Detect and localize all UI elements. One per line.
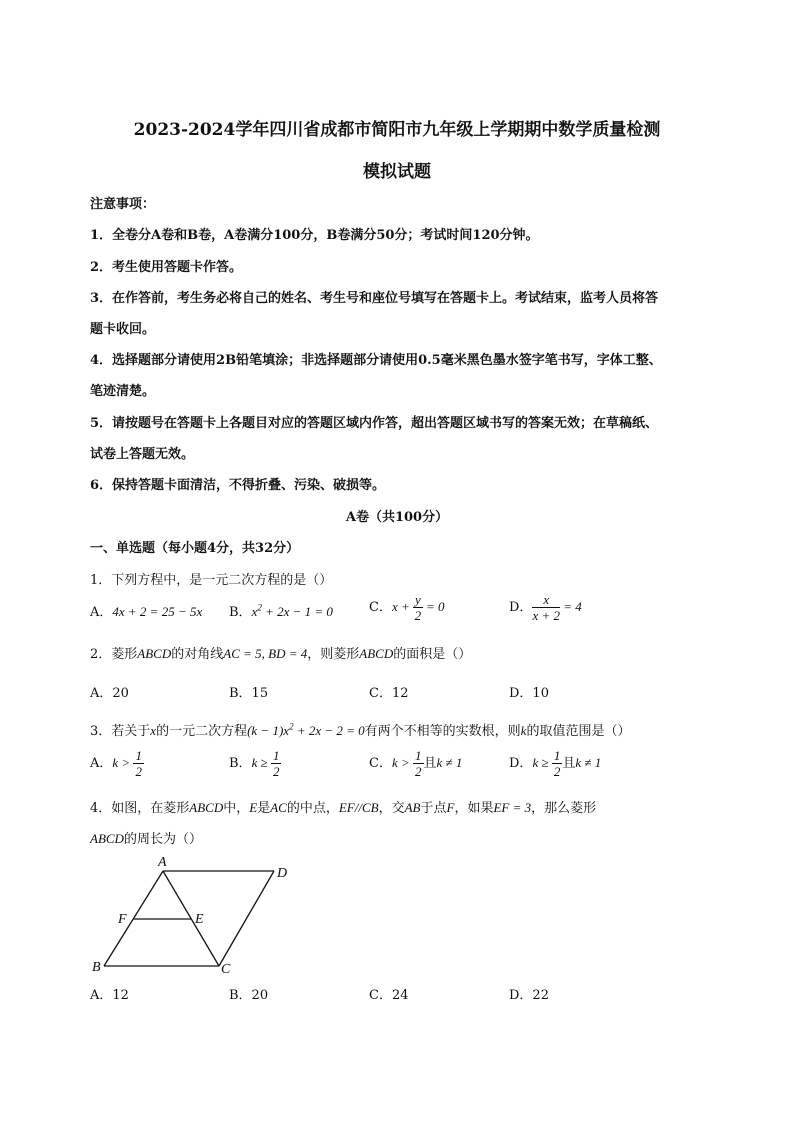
q2-option-a: A．20: [90, 686, 129, 701]
label-b: B: [92, 960, 101, 975]
notice-item: 1．全卷分A卷和B卷，A卷满分100分，B卷满分50分；考试时间120分钟。: [90, 228, 539, 243]
q1-option-a: A．4x + 2 = 25 − 5x: [90, 604, 203, 620]
edge-cd: [219, 871, 274, 966]
q4-option-d: D．22: [509, 988, 549, 1003]
q1-stem: 1．下列方程中，是一元二次方程的是（）: [90, 573, 333, 588]
section-a-heading: A卷（共100分）: [345, 510, 449, 525]
rhombus-figure: [88, 850, 308, 980]
notice-item: 笔迹清楚。: [90, 384, 156, 399]
document-title-line2: 模拟试题: [363, 162, 431, 182]
q1-option-b: B．$x^2 + 2x - 1 = 0$: [229, 602, 333, 620]
notice-item: 6．保持答题卡面清洁，不得折叠、污染、破损等。: [90, 478, 386, 493]
document-title-line1: 2023-2024学年四川省成都市简阳市九年级上学期期中数学质量检测: [133, 120, 661, 140]
notice-item: 4．选择题部分请使用2B铅笔填涂；非选择题部分请使用0.5毫米黑色墨水签字笔书写，字体工整、: [90, 353, 662, 368]
q3-option-d: D．k ≥ $\frac{1}{2}$ 且k ≠ 1: [509, 748, 602, 779]
q2-option-b: B．15: [229, 686, 269, 701]
q4-stem-line1: 4．如图，在菱形ABCD中，E是AC的中点，EF//CB，交AB于点F，如果EF = 3，那么菱形: [90, 800, 597, 816]
label-f: F: [118, 912, 127, 927]
q3-option-b: B．k ≥ $\frac{1}{2}$: [229, 748, 280, 779]
label-a: A: [158, 855, 167, 870]
q4-option-c: C．24: [369, 988, 409, 1003]
label-c: C: [221, 962, 231, 977]
part1-heading: 一、单选题（每小题4分，共32分）: [90, 541, 300, 556]
q4-option-a: A．12: [90, 988, 129, 1003]
notice-item: 题卡收回。: [90, 322, 156, 337]
q2-option-d: D．10: [509, 686, 549, 701]
notice-heading: 注意事项：: [90, 197, 156, 212]
q3-stem: 3．若关于x的一元二次方程$(k - 1)x^2 + 2x - 2 = 0$有两个不相等的实数根，则k的取值范围是（）: [90, 721, 631, 739]
q3-option-a: A．k > $\frac{1}{2}$: [90, 748, 142, 779]
notice-item: 试卷上答题无效。: [90, 447, 195, 462]
q4-stem-line2: ABCD的周长为（）: [90, 831, 202, 847]
q2-option-c: C．12: [369, 686, 409, 701]
q1-option-d: D． $\frac{x}{x + 2}$ = 4: [509, 592, 582, 623]
q2-stem: 2．菱形ABCD的对角线AC = 5, BD = 4，则菱形ABCD的面积是（）: [90, 646, 472, 662]
notice-item: 5．请按题号在答题卡上各题目对应的答题区域内作答，超出答题区域书写的答案无效；在草稿纸、: [90, 416, 659, 431]
notice-item: 3．在作答前，考生务必将自己的姓名、考生号和座位号填写在答题卡上。考试结束，监考人员将答: [90, 291, 659, 306]
q4-option-b: B．20: [229, 988, 269, 1003]
q3-option-c: C．k > $\frac{1}{2}$ 且k ≠ 1: [369, 748, 463, 779]
notice-item: 2．考生使用答题卡作答。: [90, 260, 243, 275]
q1-option-c: C．x + $\frac{y}{2}$ = 0: [369, 592, 445, 623]
label-d: D: [277, 866, 288, 881]
label-e: E: [195, 912, 204, 927]
